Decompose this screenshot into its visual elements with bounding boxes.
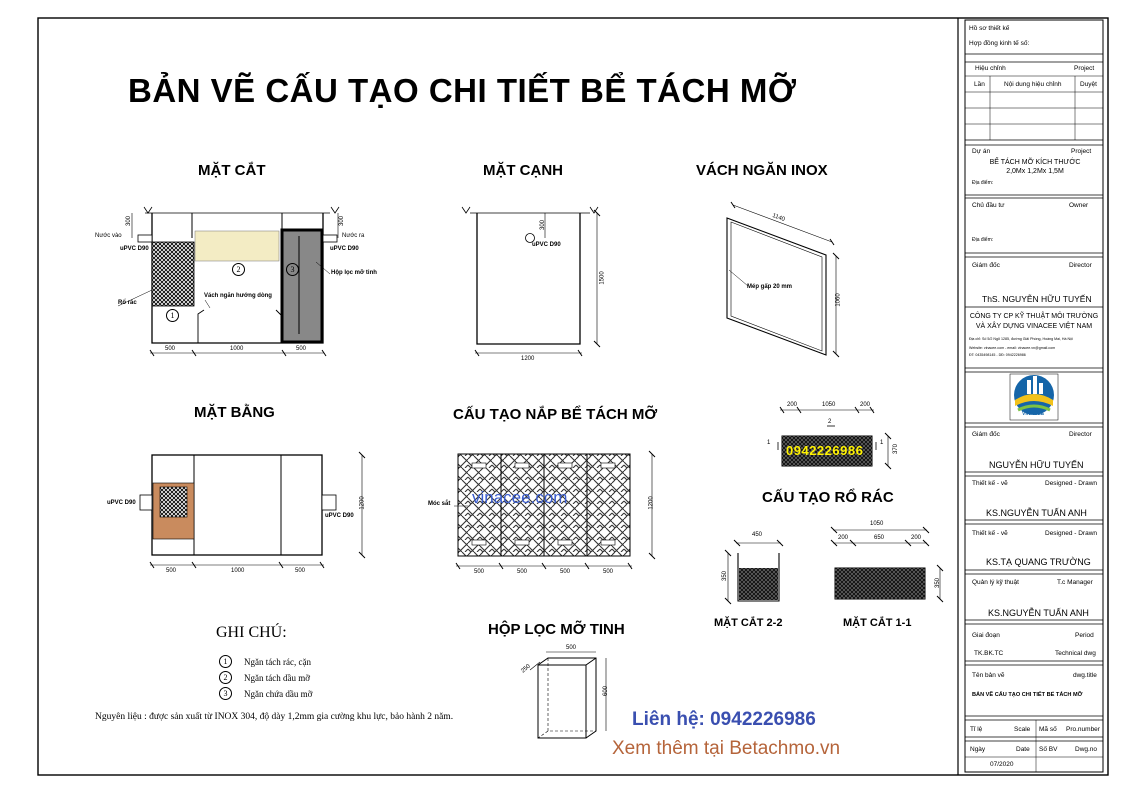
hop-loc-dim-top: 500	[566, 645, 577, 651]
page-title: BẢN VẼ CẤU TẠO CHI TIẾT BỂ TÁCH MỠ	[128, 72, 797, 109]
tb-giai-doan: Giai đoạn	[972, 632, 1000, 639]
note-1: Ngăn tách rác, cặn	[244, 657, 311, 667]
nap-hook-label: Móc sắt	[428, 501, 451, 507]
hop-loc-dim-height: 600	[603, 685, 610, 697]
tb-company-2: VÀ XÂY DỰNG VINACEE VIỆT NAM	[975, 323, 1093, 330]
tb-giam-doc2: Giám đốc	[972, 431, 1000, 438]
cut11-dim-3: 200	[911, 535, 922, 541]
nap-dim-1: 500	[474, 569, 485, 575]
mat-canh-drawing	[462, 207, 600, 356]
hop-loc-drawing	[530, 652, 606, 738]
mat-cat-title: MẶT CẮT	[198, 162, 266, 179]
tb-so-bv: Số BV	[1039, 746, 1058, 753]
cut11-dim-top: 1050	[870, 521, 884, 527]
tb-duyet: Duyệt	[1080, 81, 1097, 88]
tb-dwg-title: dwg.title	[1073, 672, 1097, 679]
cut22-dim-side: 350	[722, 570, 729, 582]
tb-tk1-name: KS.NGUYỄN TUẤN ANH	[986, 508, 1087, 518]
dim-bottom-2: 1000	[230, 346, 244, 352]
vinacee-logo	[1014, 375, 1054, 415]
chamber-2: 2	[232, 263, 245, 276]
nap-title: CẤU TẠO NẮP BỂ TÁCH MỠ	[453, 406, 658, 423]
tb-company-web: Website: vinacee.com - email: vinacee.vn@gmail.com	[969, 346, 1056, 350]
pipe-out-label: uPVC D90	[330, 246, 359, 252]
tb-project: Project	[1074, 65, 1095, 72]
tb-director2: Director	[1069, 431, 1092, 438]
cut11-dim-1: 200	[838, 535, 849, 541]
tb-pro-number: Pro.number	[1066, 726, 1100, 733]
mat-bang-dim-2: 1000	[231, 568, 245, 574]
mat-bang-pipe-out: uPVC D90	[325, 513, 354, 519]
tb-lan: Lần	[974, 81, 985, 88]
nap-drawing	[454, 451, 655, 569]
tb-tk2: Thiết kế - vẽ	[972, 530, 1008, 537]
tb-director: Director	[1069, 262, 1092, 269]
vach-ngan-title: VÁCH NGĂN INOX	[696, 162, 828, 179]
cut11-dim-2: 650	[874, 535, 885, 541]
tb-tk2-en: Designed - Drawn	[1045, 530, 1098, 537]
material-note: Nguyên liệu : được sản xuất từ INOX 304, độ dày 1,2mm gia cường khu lực, bảo hành 2 năm.	[95, 712, 454, 722]
tb-logo-text: VINACEE	[1022, 411, 1045, 417]
note-num-3: 3	[219, 687, 232, 700]
mat-bang-dim-3: 500	[295, 568, 306, 574]
watermark: vinacee.com	[472, 488, 568, 507]
nap-dim-side: 1200	[648, 496, 655, 510]
cut11-title: MẶT CẮT 1-1	[843, 617, 912, 629]
tb-gd-name: NGUYỄN HỮU TUYẾN	[989, 460, 1084, 470]
tb-ti-le: Tỉ lệ	[970, 726, 983, 733]
nap-dim-2: 500	[517, 569, 528, 575]
mat-canh-pipe: uPVC D90	[532, 242, 561, 248]
baffle-label: Vách ngăn hướng dòng	[204, 293, 272, 299]
note-num-1: 1	[219, 655, 232, 668]
chamber-1: 1	[166, 309, 179, 322]
cut22-dim-top: 450	[752, 532, 763, 538]
tb-du-an: Dự án	[972, 148, 991, 155]
tb-ban-ve-name: BẢN VẼ CẤU TẠO CHI TIẾT BỂ TÁCH MỠ	[972, 692, 1083, 698]
dim-bottom-1: 500	[165, 346, 176, 352]
tb-tk2-name: KS.TẠ QUANG TRƯỜNG	[986, 557, 1091, 567]
mat-canh-dim-height: 1500	[599, 271, 606, 285]
notes-title: GHI CHÚ:	[216, 624, 287, 641]
tb-ngay: Ngày	[970, 746, 986, 753]
cut11-dim-side: 350	[935, 577, 942, 589]
tb-qlkt: Quản lý kỹ thuật	[972, 579, 1019, 586]
section-1-right: 1	[880, 440, 884, 446]
ro-rac-dim-1: 200	[787, 402, 798, 408]
tb-dia-chi: Địa điểm:	[972, 237, 994, 243]
tb-project2: Project	[1071, 148, 1092, 155]
note-3: Ngăn chứa dầu mỡ	[244, 689, 313, 699]
pipe-in-label: uPVC D90	[120, 246, 149, 252]
contact-phone[interactable]: Liên hệ: 0942226986	[632, 709, 816, 730]
screen-label: Rổ rác	[118, 300, 137, 306]
vach-fold-label: Mép gấp 20 mm	[747, 284, 793, 290]
note-num-2: 2	[219, 671, 232, 684]
tb-hieu-chinh: Hiệu chỉnh	[975, 65, 1006, 72]
nap-dim-4: 500	[603, 569, 614, 575]
tb-scale: Scale	[1014, 726, 1031, 733]
tb-owner: Owner	[1069, 202, 1089, 209]
chamber-3: 3	[286, 263, 299, 276]
cut22-title: MẶT CẮT 2-2	[714, 617, 783, 629]
mat-bang-pipe-in: uPVC D90	[107, 500, 136, 506]
vach-ngan-drawing	[727, 202, 839, 357]
tb-du-an-size: 2,0Mx 1,2Mx 1,5M	[1006, 168, 1064, 175]
tb-qlkt-name: KS.NGUYỄN TUẤN ANH	[988, 608, 1089, 618]
ro-rac-drawing	[778, 407, 891, 469]
tb-company-addr: Địa chỉ: Số 5/2 Ngõ 1285, đường Giải Phóng, Hoàng Mai, Hà Nội	[969, 337, 1073, 341]
tb-tk1: Thiết kế - vẽ	[972, 480, 1008, 487]
tb-du-an-name: BỂ TÁCH MỠ KÍCH THƯỚC	[989, 159, 1081, 166]
dim-top-left: 300	[126, 215, 133, 227]
website-link[interactable]: Xem thêm tại Betachmo.vn	[612, 738, 841, 759]
tb-ts-name: ThS. NGUYỄN HỮU TUYẾN	[982, 294, 1092, 304]
tb-dia-diem: Địa điểm:	[972, 180, 994, 186]
tb-company-1: CÔNG TY CP KỸ THUẬT MÔI TRƯỜNG	[969, 313, 1099, 320]
ro-rac-dim-2: 1050	[822, 402, 836, 408]
tb-chu-dau-tu: Chủ đầu tư	[972, 202, 1005, 209]
vach-dim-top: 1140	[771, 212, 786, 224]
ro-rac-phone: 0942226986	[786, 443, 864, 458]
tb-date-val: 07/2020	[990, 761, 1014, 768]
tb-qlkt-en: T.c Manager	[1057, 579, 1093, 586]
tb-ma-so: Mã số	[1039, 726, 1057, 733]
mat-cat-drawing	[118, 207, 339, 356]
section-2-top: 2	[828, 419, 832, 425]
mat-canh-dim-width: 1200	[521, 356, 535, 362]
tb-hop-dong: Hợp đồng kinh tế số:	[969, 40, 1030, 47]
mat-bang-dim-side: 1200	[359, 496, 366, 510]
section-1-left: 1	[767, 440, 771, 446]
tb-tk1-en: Designed - Drawn	[1045, 480, 1098, 487]
inlet-label: Nước vào	[95, 233, 122, 239]
tb-noi-dung: Nội dung hiệu chỉnh	[1004, 81, 1062, 88]
tb-ho-so: Hồ sơ thiết kế	[969, 25, 1010, 32]
tb-dwg-no: Dwg.no	[1075, 746, 1098, 753]
mat-canh-title: MẶT CẠNH	[483, 162, 563, 179]
hop-loc-title: HỘP LỌC MỠ TINH	[488, 621, 625, 638]
note-2: Ngăn tách dầu mỡ	[244, 673, 310, 683]
dim-bottom-3: 500	[296, 346, 307, 352]
tb-date: Date	[1016, 746, 1030, 753]
cut-22-drawing	[725, 540, 783, 604]
dim-top-right: 300	[339, 215, 346, 227]
mat-bang-title: MẶT BẰNG	[194, 404, 275, 421]
filter-label: Hộp lọc mỡ tinh	[331, 270, 377, 276]
vach-dim-side: 1060	[835, 293, 842, 307]
mat-bang-dim-1: 500	[166, 568, 177, 574]
ro-rac-title: CẤU TẠO RỔ RÁC	[762, 489, 894, 506]
outer-border	[38, 18, 1108, 775]
ro-rac-dim-side: 370	[893, 443, 900, 455]
outlet-label: Nước ra	[342, 233, 365, 239]
tb-period: Period	[1075, 632, 1094, 639]
tb-ten-ban-ve: Tên bản vẽ	[972, 672, 1005, 679]
tb-giam-doc: Giám đốc	[972, 262, 1000, 269]
hop-loc-dim-depth: 250	[520, 663, 532, 675]
tb-company-tel: ĐT: 0435498145 - DĐ: 0942226986	[969, 353, 1026, 357]
mat-canh-dim-pipe: 300	[540, 219, 547, 231]
tb-tk-code: TK.BK.TC	[974, 650, 1004, 657]
tb-technical: Technical dwg	[1055, 650, 1096, 657]
ro-rac-dim-3: 200	[860, 402, 871, 408]
nap-dim-3: 500	[560, 569, 571, 575]
mat-bang-drawing	[140, 452, 365, 568]
